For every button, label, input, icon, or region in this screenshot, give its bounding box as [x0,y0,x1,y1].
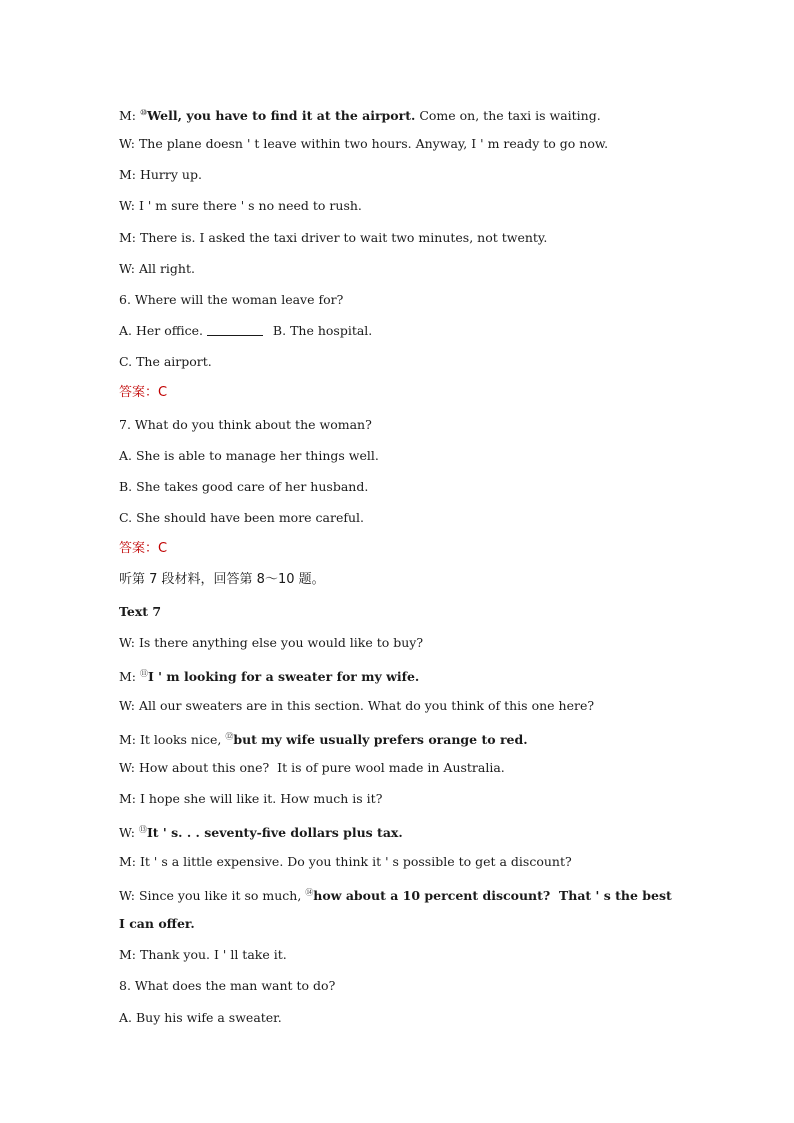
speaker-label: W: [119,825,139,840]
answer-label: 答案： [119,541,159,556]
dialogue-line: M: I hope she will like it. How much is it? [119,791,383,806]
dialogue-line: W: I ' m sure there ' s no need to rush. [119,198,362,213]
option-b: B. The hospital. [264,323,373,338]
option-line [119,323,372,339]
speaker-label: M: [119,669,140,684]
highlighted-text: I can offer. [119,916,195,931]
section-instruction: 听第 7 段材料，回答第 8～10 题。 [119,572,325,587]
note-marker: ⑫ [225,732,234,741]
answer-line [119,541,167,557]
dialogue-line [119,729,528,748]
dialogue-line: W: All our sweaters are in this section. What do you think of this one here? [119,698,595,713]
option-a: A. Buy his wife a sweater. [119,1010,282,1025]
note-marker: ⑪ [139,669,148,678]
dialogue-text: M: It looks nice, [119,732,226,747]
option-a: A. She is able to manage her things well. [119,448,379,463]
option-c: C. The airport. [119,354,212,369]
answer-label: 答案： [119,385,159,400]
answer-line [119,385,167,401]
highlighted-text: how about a 10 percent discount? That ' s the best [313,888,672,903]
dialogue-line: M: Thank you. I ' ll take it. [119,947,287,962]
dialogue-line: W: The plane doesn ' t leave within two hours. Anyway, I ' m ready to go now. [119,136,609,151]
question-6: 6. Where will the woman leave for? [119,292,344,307]
speaker-label: M: [119,108,140,123]
dialogue-text: Come on, the taxi is waiting. [415,108,601,123]
dialogue-text: W: Since you like it so much, [119,888,306,903]
dialogue-line: W: How about this one? It is of pure wool made in Australia. [119,760,505,775]
answer-value: C [158,541,168,556]
dialogue-line [119,105,601,124]
highlighted-text: It ' s. . . seventy-five dollars plus tax. [146,825,403,840]
option-b: B. She takes good care of her husband. [119,479,369,494]
answer-value: C [158,385,168,400]
option-c: C. She should have been more careful. [119,510,365,525]
note-marker: ⑭ [305,888,314,897]
dialogue-line [119,666,419,685]
dialogue-line: M: It ' s a little expensive. Do you think it ' s possible to get a discount? [119,854,572,869]
note-marker: ⑩ [139,108,148,117]
dialogue-line: M: There is. I asked the taxi driver to wait two minutes, not twenty. [119,230,548,245]
blank-line [207,324,263,336]
dialogue-line: W: All right. [119,261,195,276]
dialogue-line [119,885,672,904]
option-a: A. Her office. [119,323,207,338]
note-marker: ⑬ [138,825,147,834]
dialogue-line: M: Hurry up. [119,167,202,182]
question-7: 7. What do you think about the woman? [119,417,372,432]
highlighted-text: I ' m looking for a sweater for my wife. [147,669,420,684]
dialogue-line: W: Is there anything else you would like to buy? [119,635,424,650]
question-8: 8. What does the man want to do? [119,978,336,993]
dialogue-line [119,822,403,841]
highlighted-text: Well, you have to find it at the airport. [147,108,416,123]
section-title: Text 7 [119,604,162,619]
highlighted-text: but my wife usually prefers orange to red. [233,732,528,747]
